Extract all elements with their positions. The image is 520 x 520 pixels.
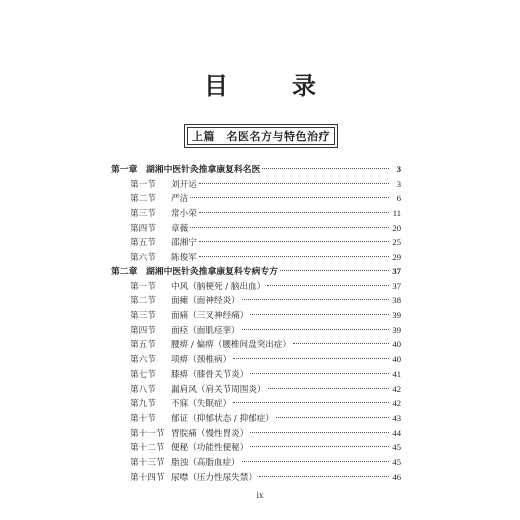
dot-leader — [199, 256, 389, 257]
section-number: 第一节 — [130, 281, 156, 292]
dot-leader — [250, 432, 389, 433]
section-number: 第十一节 — [130, 428, 165, 439]
section-number: 第十四节 — [130, 472, 165, 483]
section-page-number: 45 — [392, 442, 401, 453]
section-entry[interactable] — [111, 323, 401, 338]
dot-leader — [250, 446, 389, 447]
section-page-number: 38 — [392, 295, 401, 306]
section-title: 膝痹（膝骨关节炎） — [171, 369, 249, 380]
section-number: 第二节 — [130, 194, 156, 205]
section-title: 不寐（失眠症） — [171, 399, 232, 410]
section-entry[interactable] — [111, 308, 401, 323]
dot-leader — [259, 476, 389, 477]
section-number: 第三节 — [130, 311, 156, 322]
chapter-number: 第二章 — [111, 267, 138, 277]
section-page-number: 39 — [392, 310, 401, 321]
chapter-page-number: 37 — [392, 266, 401, 276]
part-heading-inner-frame — [187, 127, 335, 145]
section-number: 第三节 — [130, 209, 156, 220]
section-page-number: 45 — [392, 456, 401, 467]
section-page-number: 41 — [392, 368, 401, 379]
section-page-number: 25 — [392, 237, 401, 248]
section-title: 章薇 — [171, 223, 189, 234]
section-title: 胃脘痛（慢性胃炎） — [171, 428, 249, 439]
section-number: 第五节 — [130, 340, 156, 351]
section-page-number: 43 — [392, 412, 401, 423]
section-title: 面瘫（面神经炎） — [171, 296, 240, 307]
section-page-number: 42 — [392, 383, 401, 394]
section-number: 第十三节 — [130, 457, 165, 468]
section-entry[interactable] — [111, 455, 401, 470]
dot-leader — [276, 417, 389, 418]
section-page-number: 40 — [392, 354, 401, 365]
part-heading: 上篇 名医名方与特色治疗 — [192, 130, 330, 143]
dot-leader — [242, 461, 389, 462]
dot-leader — [267, 285, 389, 286]
section-page-number: 3 — [396, 178, 401, 189]
dot-leader — [199, 183, 389, 184]
section-entry[interactable] — [111, 337, 401, 352]
section-title: 漏肩风（肩关节周围炎） — [171, 384, 266, 395]
section-page-number: 39 — [392, 324, 401, 335]
section-number: 第四节 — [130, 325, 156, 336]
section-page-number: 11 — [392, 208, 401, 219]
section-page-number: 6 — [396, 193, 401, 204]
dot-leader — [250, 314, 389, 315]
footer-page-number: ix — [256, 490, 264, 500]
section-number: 第六节 — [130, 355, 156, 366]
dot-leader — [199, 241, 389, 242]
section-number: 第十二节 — [130, 443, 165, 454]
section-title: 刘开运 — [171, 179, 197, 190]
chapter-entry[interactable] — [111, 162, 401, 177]
section-page-number: 46 — [392, 471, 401, 482]
section-number: 第五节 — [130, 238, 156, 249]
section-page-number: 42 — [392, 398, 401, 409]
dot-leader — [233, 358, 389, 359]
dot-leader — [242, 329, 389, 330]
section-entry[interactable] — [111, 177, 401, 192]
section-number: 第八节 — [130, 384, 156, 395]
section-entry[interactable] — [111, 470, 401, 485]
section-entry[interactable] — [111, 293, 401, 308]
section-number: 第一节 — [130, 179, 156, 190]
dot-leader — [293, 343, 389, 344]
section-number: 第四节 — [130, 223, 156, 234]
section-page-number: 29 — [392, 252, 401, 263]
chapter-entry[interactable] — [111, 264, 401, 279]
section-entry[interactable] — [111, 221, 401, 236]
dot-leader — [262, 168, 389, 169]
section-title: 便秘（功能性便秘） — [171, 443, 249, 454]
section-title: 中风（脑梗死 / 脑出血） — [171, 281, 266, 292]
section-title: 严洁 — [171, 194, 189, 205]
section-entry[interactable] — [111, 235, 401, 250]
section-page-number: 37 — [392, 280, 401, 291]
section-page-number: 20 — [392, 222, 401, 233]
chapter-title: 湖湘中医针灸推拿康复科专病专方 — [146, 267, 278, 277]
dot-leader — [233, 402, 389, 403]
section-title: 陈俊军 — [171, 253, 197, 264]
section-entry[interactable] — [111, 250, 401, 265]
section-title: 腰痹 / 偏痹（腰椎间盘突出症） — [171, 340, 292, 351]
chapter-page-number: 3 — [396, 164, 401, 174]
section-number: 第九节 — [130, 399, 156, 410]
section-title: 项痹（颈椎病） — [171, 355, 232, 366]
section-title: 尿噤（压力性尿失禁） — [171, 472, 257, 483]
part-heading-frame — [184, 124, 338, 148]
section-title: 面痛（三叉神经痛） — [171, 311, 249, 322]
dot-leader — [250, 373, 389, 374]
section-entry[interactable] — [111, 411, 401, 426]
dot-leader — [280, 270, 389, 271]
page-title: 目 录 — [204, 71, 336, 100]
section-entry[interactable] — [111, 440, 401, 455]
section-number: 第六节 — [130, 253, 156, 264]
section-number: 第十节 — [130, 413, 156, 424]
section-entry[interactable] — [111, 426, 401, 441]
section-entry[interactable] — [111, 279, 401, 294]
dot-leader — [268, 388, 389, 389]
section-entry[interactable] — [111, 206, 401, 221]
section-entry[interactable] — [111, 191, 401, 206]
section-number: 第七节 — [130, 369, 156, 380]
toc-chapter-2 — [111, 264, 401, 484]
section-title: 面痉（面肌痉挛） — [171, 325, 240, 336]
section-entry[interactable] — [111, 396, 401, 411]
section-title: 邵湘宁 — [171, 238, 197, 249]
section-entry[interactable] — [111, 367, 401, 382]
chapter-number: 第一章 — [111, 165, 138, 175]
dot-leader — [199, 212, 389, 213]
dot-leader — [190, 197, 389, 198]
section-entry[interactable] — [111, 382, 401, 397]
section-title: 常小荣 — [171, 209, 197, 220]
dot-leader — [190, 227, 389, 228]
toc-chapter-1 — [111, 162, 401, 265]
dot-leader — [242, 299, 389, 300]
chapter-title: 湖湘中医针灸推拿康复科名医 — [146, 165, 261, 175]
section-page-number: 40 — [392, 339, 401, 350]
section-number: 第二节 — [130, 296, 156, 307]
section-entry[interactable] — [111, 352, 401, 367]
section-title: 郁证（抑郁状态 / 抑郁症） — [171, 413, 274, 424]
section-page-number: 44 — [392, 427, 401, 438]
section-title: 脂浊（高脂血症） — [171, 457, 240, 468]
